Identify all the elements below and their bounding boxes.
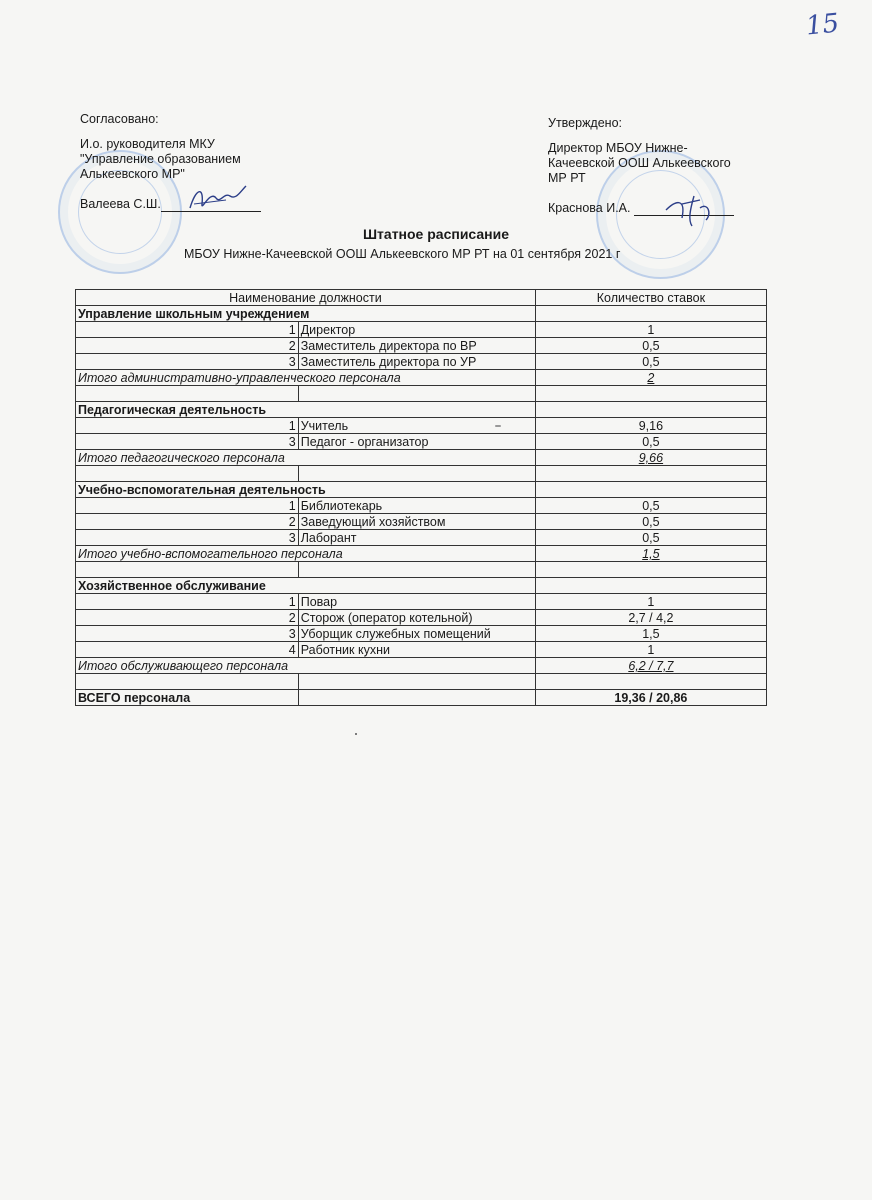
approved-line-2: Качеевской ООШ Алькеевского: [548, 156, 731, 170]
approved-line-3: МР РТ: [548, 171, 586, 185]
rate-value: 0,5: [535, 354, 766, 370]
spacer-row: [76, 674, 767, 690]
table-row: [76, 498, 767, 514]
empty-cell: [76, 674, 299, 690]
position-name: Директор: [298, 322, 535, 338]
section-title-row: [76, 482, 767, 498]
position-name: Работник кухни: [298, 642, 535, 658]
approved-line-1: Директор МБОУ Нижне-: [548, 141, 688, 155]
position-name: Педагог - организатор: [298, 434, 535, 450]
empty-cell: [535, 402, 766, 418]
table-row: [76, 338, 767, 354]
approved-signer: Краснова И.А.: [548, 201, 631, 215]
rate-value: 2,7 / 4,2: [535, 610, 766, 626]
subtotal-rate: 1,5: [535, 546, 766, 562]
agreed-line-1: И.о. руководителя МКУ: [80, 137, 215, 151]
empty-cell: [298, 674, 535, 690]
position-name: Заведующий хозяйством: [298, 514, 535, 530]
position-name: Заместитель директора по УР: [298, 354, 535, 370]
rate-value: 1: [535, 642, 766, 658]
spacer-row: [76, 562, 767, 578]
agreed-signer: Валеева С.Ш.: [80, 197, 161, 211]
position-name: Сторож (оператор котельной): [298, 610, 535, 626]
rate-value: 1,5: [535, 626, 766, 642]
subtotal-row: [76, 658, 767, 674]
rate-value: 0,5: [535, 434, 766, 450]
section-title: Управление школьным учреждением: [76, 306, 536, 322]
section-title-row: [76, 578, 767, 594]
row-number: 2: [76, 610, 299, 626]
table-row: [76, 434, 767, 450]
row-number: 3: [76, 626, 299, 642]
row-number: 1: [76, 322, 299, 338]
rate-value: 1: [535, 594, 766, 610]
subtotal-rate: 6,2 / 7,7: [535, 658, 766, 674]
rate-value: 0,5: [535, 530, 766, 546]
row-number: 3: [76, 530, 299, 546]
table-row: [76, 354, 767, 370]
empty-cell: [535, 482, 766, 498]
empty-cell: [298, 466, 535, 482]
agreed-line-3: Алькеевского МР": [80, 167, 185, 181]
section-title: Педагогическая деятельность: [76, 402, 536, 418]
position-name: Лаборант: [298, 530, 535, 546]
empty-cell: [76, 562, 299, 578]
section-title: Хозяйственное обслуживание: [76, 578, 536, 594]
position-name: Повар: [298, 594, 535, 610]
empty-cell: [535, 578, 766, 594]
scan-speck: [495, 425, 501, 427]
empty-cell: [76, 386, 299, 402]
row-number: 3: [76, 354, 299, 370]
spacer-row: [76, 466, 767, 482]
table-row: [76, 594, 767, 610]
row-number: 3: [76, 434, 299, 450]
subtotal-rate: 2: [535, 370, 766, 386]
position-name: Библиотекарь: [298, 498, 535, 514]
subtotal-label: Итого педагогического персонала: [76, 450, 536, 466]
empty-cell: [535, 674, 766, 690]
empty-cell: [535, 306, 766, 322]
position-name: Учитель: [298, 418, 535, 434]
subtotal-row: [76, 546, 767, 562]
subtotal-rate: 9,66: [535, 450, 766, 466]
empty-cell: [298, 690, 535, 706]
total-label: ВСЕГО персонала: [76, 690, 299, 706]
total-rate: 19,36 / 20,86: [535, 690, 766, 706]
table-row: [76, 626, 767, 642]
empty-cell: [76, 466, 299, 482]
subtotal-row: [76, 450, 767, 466]
total-row: [76, 690, 767, 706]
subtotal-label: Итого административно-управленческого персонала: [76, 370, 536, 386]
row-number: 2: [76, 514, 299, 530]
empty-cell: [298, 386, 535, 402]
handwritten-signature-right: [660, 190, 730, 230]
spacer-row: [76, 386, 767, 402]
table-row: [76, 322, 767, 338]
rate-value: 0,5: [535, 338, 766, 354]
staff-schedule-table: [75, 289, 767, 706]
row-number: 4: [76, 642, 299, 658]
rate-value: 0,5: [535, 514, 766, 530]
page-number: 15: [804, 8, 841, 42]
table-row: [76, 418, 767, 434]
rate-value: 9,16: [535, 418, 766, 434]
header-position: Наименование должности: [76, 290, 536, 306]
empty-cell: [535, 386, 766, 402]
document-subtitle: МБОУ Нижне-Качеевской ООШ Алькеевского МР РТ на 01 сентября 2021 г: [184, 247, 621, 261]
agreed-heading: Согласовано:: [80, 112, 159, 126]
subtotal-row: [76, 370, 767, 386]
row-number: 1: [76, 498, 299, 514]
table-header-row: [76, 290, 767, 306]
agreed-line-2: "Управление образованием: [80, 152, 241, 166]
subtotal-label: Итого обслуживающего персонала: [76, 658, 536, 674]
empty-cell: [535, 562, 766, 578]
position-name: Уборщик служебных помещений: [298, 626, 535, 642]
section-title-row: [76, 306, 767, 322]
handwritten-signature-left: [186, 178, 256, 218]
document-title: Штатное расписание: [362, 226, 510, 242]
header-rates: Количество ставок: [535, 290, 766, 306]
empty-cell: [535, 466, 766, 482]
section-title: Учебно-вспомогательная деятельность: [76, 482, 536, 498]
scan-speck: [355, 733, 357, 735]
table-row: [76, 530, 767, 546]
position-name: Заместитель директора по ВР: [298, 338, 535, 354]
rate-value: 1: [535, 322, 766, 338]
table-row: [76, 610, 767, 626]
row-number: 1: [76, 418, 299, 434]
rate-value: 0,5: [535, 498, 766, 514]
table-row: [76, 642, 767, 658]
row-number: 1: [76, 594, 299, 610]
row-number: 2: [76, 338, 299, 354]
approved-heading: Утверждено:: [548, 116, 623, 130]
table-row: [76, 514, 767, 530]
empty-cell: [298, 562, 535, 578]
subtotal-label: Итого учебно-вспомогательного персонала: [76, 546, 536, 562]
section-title-row: [76, 402, 767, 418]
